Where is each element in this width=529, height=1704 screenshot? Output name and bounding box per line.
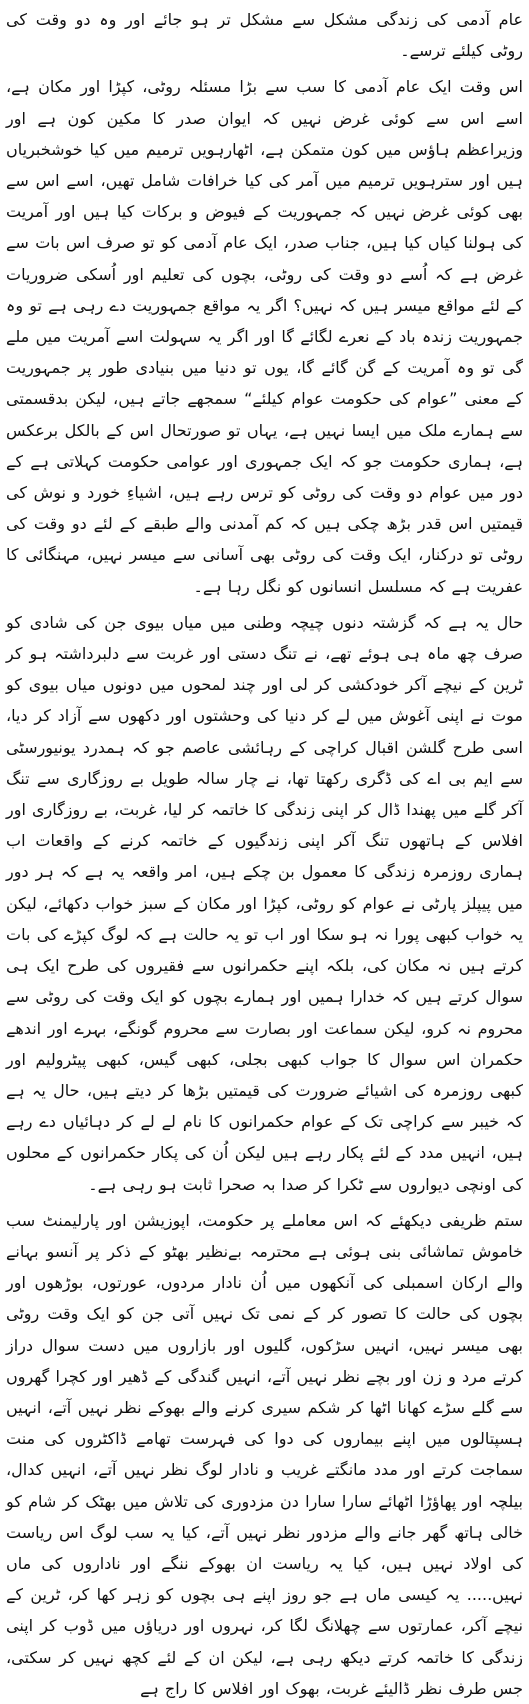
article-paragraph-1: عام آدمی کی زندگی مشکل سے مشکل تر ہو جائے اور وہ دو وقت کی روٹی کیلئے ترسے۔ bbox=[6, 10, 523, 61]
article-paragraph-3: حال یہ ہے کہ گزشتہ دنوں چیچہ وطنی میں میاں بیوی جن کی شادی کو صرف چھ ماہ ہی ہوئے تھے، نے تنگ دستی اور غربت سے دلبرداشتہ ہو کر ٹرین کے نیچے آکر خودکشی کر لی اور چند لمحوں میں دونوں میاں بیوی کو موت نے اپنی آغوش میں لے کر دنیا کی وحشتوں اور دکھوں سے آزاد کر دیا، اسی طرح گلشن اقبال کراچی کے رہائشی عاصم جو کہ ہمدرد یونیورسٹی سے ایم بی اے کی ڈگری رکھتا تھا، نے چار سالہ طویل بے روزگاری سے تنگ آکر گلے میں پھندا ڈال کر اپنی زندگی کا خاتمہ کر لیا، غربت، بے روزگاری اور افلاس کے ہاتھوں تنگ آکر اپنی زندگیوں کے خاتمہ کرنے کے واقعات اب ہماری روزمرہ زندگی کا معمول بن چکے ہیں، امر واقعہ یہ ہے کہ ہر دور میں پیپلز پارٹی نے عوام کو روٹی، کپڑا اور مکان کے سبز خواب دکھائے، لیکن یہ خواب کبھی پورا نہ ہو سکا اور اب تو یہ حالت ہے کہ لوگ کپڑے کی بات کرتے ہیں نہ مکان کی، بلکہ اپنے حکمرانوں سے فقیروں کی طرح ایک ہی سوال کرتے ہیں کہ خدارا ہمیں اور ہمارے بچوں کو ایک وقت کی روٹی سے محروم نہ کرو، لیکن سماعت اور بصارت سے محروم گونگے، بہرے اور اندھے حکمران اس سوال کا جواب کبھی بجلی، کبھی گیس، کبھی پیٹرولیم اور کبھی روزمرہ کی اشیائے ضرورت کی قیمتیں بڑھا کر دیتے ہیں، حال یہ ہے کہ خیبر سے کراچی تک کے عوام حکمرانوں کا نام لے لے کر دہائیاں دے رہے ہیں، انہیں مدد کے لئے پکار رہے ہیں لیکن اُن کی پکار حکمرانوں کے محلوں کی اونچی دیواروں سے ٹکرا کر صدا بہ صحرا ثابت ہو رہی ہے۔ bbox=[6, 612, 523, 1194]
article-paragraph-4: ستم ظریفی دیکھئے کہ اس معاملے پر حکومت، اپوزیشن اور پارلیمنٹ سب خاموش تماشائی بنی ہوئی ہے محترمہ بےنظیر بھٹو کے ذکر پر آنسو بہانے والے ارکان اسمبلی کی آنکھوں میں اُن نادار مردوں، عورتوں، بوڑھوں اور بچوں کی حالت کا تصور کر کے نمی تک نہیں آتی جن کو ایک وقت روٹی بھی میسر نہیں، انہیں سڑکوں، گلیوں اور بازاروں میں دست سوال دراز کرتے مرد و زن اور بچے نظر نہیں آتے، انہیں گندگی کے ڈھیر اور کچرا گھروں سے گلے سڑے کھانا اٹھا کر شکم سیری کرنے والے بھوکے نظر نہیں آتے، انہیں ہسپتالوں میں اپنے بیماروں کی دوا کی فہرست تھامے ڈاکٹروں کی منت سماجت کرتے اور مدد مانگتے غریب و نادار لوگ نظر نہیں آتے، انہیں کدال، بیلچہ اور پھاؤڑا اٹھائے سارا سارا دن مزدوری کی تلاش میں بھٹک کر شام کو خالی ہاتھ گھر جانے والے مزدور نظر نہیں آتے، کیا یہ سب لوگ اس ریاست کی اولاد نہیں ہیں، کیا یہ ریاست ان بھوکے ننگے اور ناداروں کی ماں نہیں..... یہ کیسی ماں ہے جو روز اپنے ہی بچوں کو زہر کھا کر، ٹرین کے نیچے آکر، عمارتوں سے چھلانگ لگا کر، نہروں اور دریاؤں میں ڈوب کر اپنی زندگی کا خاتمہ کرتے دیکھ رہی ہے، لیکن ان کے لئے کچھ نہیں کر سکتی، جس طرف نظر ڈالیئے غربت، بھوک اور افلاس کا راج ہے bbox=[6, 1210, 523, 1698]
article-body bbox=[6, 4, 523, 1704]
article-paragraph-2: اس وقت ایک عام آدمی کا سب سے بڑا مسئلہ روٹی، کپڑا اور مکان ہے، اسے اس سے کوئی غرض نہیں کہ ایوان صدر کا مکین کون ہے اور وزیراعظم ہاؤس میں کون متمکن ہے، اٹھارہویں ترمیم میں کیا خوشخبریاں ہیں اور سترہویں ترمیم میں آمر کی کیا خرافات شامل تھیں، اسے اس سے بھی کوئی غرض نہیں کہ جمہوریت کے فیوض و برکات کیا ہیں اور آمریت کی ہولنا کیاں کیا ہیں، جناب صدر، ایک عام آدمی کو تو صرف اس بات سے غرض ہے کہ اُسے دو وقت کی روٹی، بچوں کی تعلیم اور اُسکی ضروریات کے لئے مواقع میسر ہیں کہ نہیں؟ اگر یہ مواقع جمہوریت دے رہی ہے تو وہ جمہوریت زندہ باد کے نعرے لگائے گا اور اگر یہ سہولت اسے آمریت میں ملے گی تو وہ آمریت کے گن گائے گا، یوں تو دنیا میں بنیادی طور پر جمہوریت کے معنی ”عوام کی حکومت عوام کیلئے“ سمجھے جاتے ہیں، لیکن بدقسمتی سے ہمارے ملک میں ایسا نہیں ہے، یہاں تو صورتحال اس کے بالکل برعکس ہے، ہماری حکومت جو کہ ایک جمہوری اور عوامی حکومت کہلاتی ہے کے دور میں عوام دو وقت کی روٹی کو ترس رہے ہیں، اشیاءِ خورد و نوش کی قیمتیں اس قدر بڑھ چکی ہیں کہ کم آمدنی والے طبقے کے لئے دو وقت کی روٹی تو درکنار، ایک وقت کی روٹی بھی آسانی سے میسر نہیں، مہنگائی کا عفریت ہے کہ مسلسل انسانوں کو نگل رہا ہے۔ bbox=[6, 77, 523, 596]
